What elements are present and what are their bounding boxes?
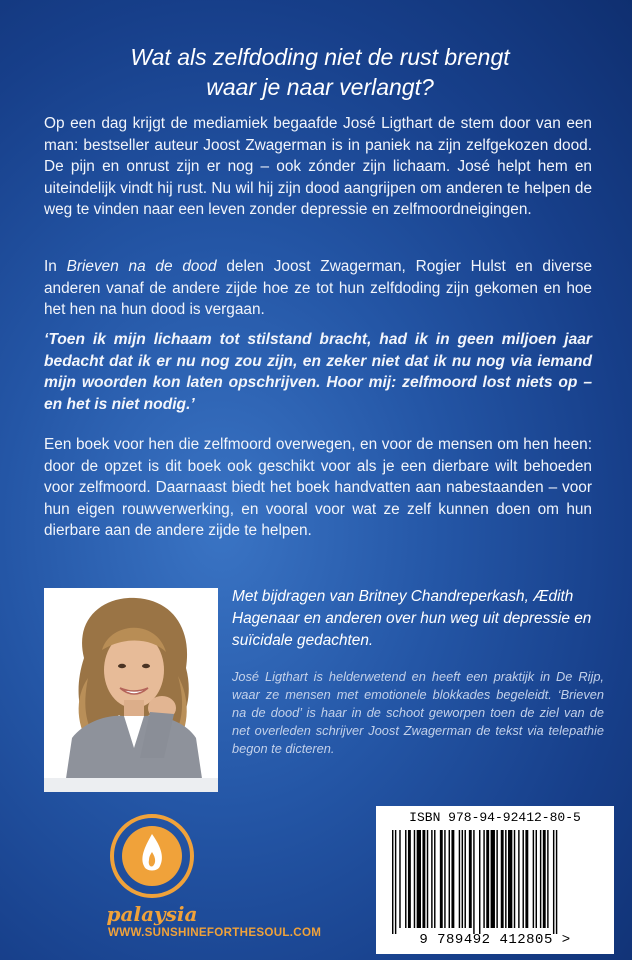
barcode-bar xyxy=(486,830,489,928)
barcode-bar xyxy=(496,830,497,928)
headline: Wat als zelfdoding niet de rust brengt waar je naar verlangt? xyxy=(130,44,510,100)
barcode-bar xyxy=(462,830,463,928)
barcode-bar xyxy=(540,830,541,928)
barcode-bar xyxy=(469,830,472,928)
barcode-bar xyxy=(553,830,554,934)
barcode-bar xyxy=(440,830,443,928)
barcode-bar xyxy=(556,830,557,934)
barcode-digits: 9 789492 412805 > xyxy=(419,932,571,948)
barcode-bar xyxy=(514,830,515,928)
barcode-bar xyxy=(508,830,512,928)
isbn-label: ISBN 978-94-92412-80-5 xyxy=(409,810,581,825)
barcode-bar xyxy=(444,830,445,928)
barcode-bar xyxy=(431,830,432,928)
book-paragraph xyxy=(44,256,592,321)
barcode-bar xyxy=(449,830,450,928)
barcode-bar xyxy=(501,830,504,928)
barcode-bar xyxy=(405,830,406,928)
barcode-bar xyxy=(483,830,484,928)
book-description: delen Joost Zwagerman, Rogier Hulst en diverse anderen vanaf de andere zijde hoe ze tot hun zelfdoding zijn gekomen en hoe het hen na hun dood is vergaan. xyxy=(44,258,592,318)
barcode-bar xyxy=(547,830,548,928)
barcode-bar xyxy=(434,830,435,928)
book-title: Brieven na de dood xyxy=(66,258,217,275)
barcode-bar xyxy=(422,830,425,928)
barcode-bar xyxy=(465,830,466,928)
barcode-bar xyxy=(399,830,400,928)
publisher-website: WWW.SUNSHINEFORTHESOUL.COM xyxy=(108,926,322,939)
barcode-bar xyxy=(427,830,428,928)
barcode-bar xyxy=(536,830,537,928)
barcode-bar xyxy=(533,830,534,928)
barcode-bar xyxy=(505,830,506,928)
barcode-bar xyxy=(414,830,415,928)
barcode-bar xyxy=(395,830,396,934)
barcode-bar xyxy=(543,830,546,928)
barcode-bar xyxy=(491,830,495,928)
intro-paragraph: Op een dag krijgt de mediamiek begaafde José Ligthart de stem door van een man: bestseller auteur Joost Zwagerman is in paniek na zijn zelfgekozen dood. De pijn en onrust zijn er nog – ook zónder zijn lichaam. José helpt hem en uiteindelijk vindt hij rust. Nu wil hij zijn dood aangrijpen om anderen te helpen de weg te vinden naar een leven zonder depressie en zelfmoordneigingen. xyxy=(44,115,592,218)
publisher-name: palaysia xyxy=(106,902,198,926)
barcode-bar xyxy=(473,830,474,934)
author-photo xyxy=(44,588,218,792)
quote-paragraph: ‘Toen ik mijn lichaam tot stilstand bracht, had ik in geen miljoen jaar bedacht dat ik er nu nog zou zijn, en zeker niet dat ik nu nog via iemand mijn woorden kon laten opschrijven. Hoor mij: zelfmoord lost niets op – en het is niet nodig.’ xyxy=(44,331,592,413)
barcode-bar xyxy=(518,830,519,928)
book-prefix: In xyxy=(44,258,67,275)
audience-paragraph: Een boek voor hen die zelfmoord overwegen, en voor de mensen om hen heen: door de opzet is dit boek ook geschikt voor als je een dierbare wilt behoeden voor zelfmoord. Daarnaast biedt het boek handvatten aan nabestaanden – voor hun eigen rouwverwerking, en vooral voor wat ze zelf kunnen doen om hun dierbare aan de andere zijde te helpen. xyxy=(44,436,592,539)
author-bio: José Ligthart is helderwetend en heeft een praktijk in De Rijp, waar ze mensen met emotionele blokkades begeleidt. ‘Brieven na de dood’ is haar in de schoot geworpen toen de ziel van de net overleden schrijver Joost Zwagerman de tekst via telepathie begon te dicteren. xyxy=(232,669,604,756)
barcode-bar xyxy=(408,830,411,928)
isbn-barcode-box xyxy=(376,806,614,954)
barcode xyxy=(392,830,598,934)
barcode-bar xyxy=(459,830,460,928)
barcode-bar xyxy=(417,830,421,928)
barcode-bar xyxy=(479,830,480,934)
flame-circle-logo-icon xyxy=(100,808,204,904)
barcode-bar xyxy=(451,830,454,928)
barcode-bar xyxy=(523,830,524,928)
contributors-text: Met bijdragen van Britney Chandreperkash, Ædith Hagenaar en anderen over hun weg uit depressie en suïcidale gedachten. xyxy=(232,588,592,649)
barcode-bar xyxy=(392,830,393,934)
barcode-bar xyxy=(525,830,528,928)
author-portrait-illustration xyxy=(44,588,218,792)
